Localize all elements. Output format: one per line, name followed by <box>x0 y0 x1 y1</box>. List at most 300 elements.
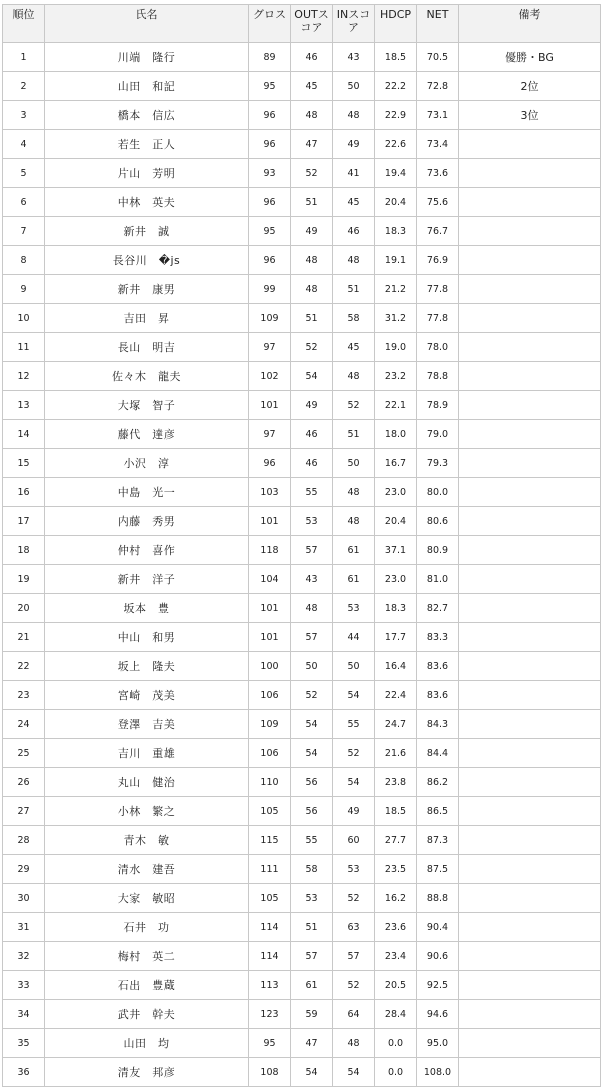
cell-hdcp: 22.6 <box>375 130 417 159</box>
cell-net: 78.0 <box>417 333 459 362</box>
cell-name: 青木 敏 <box>45 826 249 855</box>
cell-in-score: 52 <box>333 971 375 1000</box>
cell-rank: 7 <box>3 217 45 246</box>
table-row <box>3 362 601 391</box>
cell-name: 長谷川 �js <box>45 246 249 275</box>
cell-rank: 22 <box>3 652 45 681</box>
cell-name: 藤代 達彦 <box>45 420 249 449</box>
table-row <box>3 594 601 623</box>
cell-out-score: 56 <box>291 768 333 797</box>
cell-gross: 99 <box>249 275 291 304</box>
cell-notes <box>459 1058 601 1087</box>
cell-gross: 114 <box>249 942 291 971</box>
cell-gross: 97 <box>249 333 291 362</box>
table-row <box>3 420 601 449</box>
cell-gross: 106 <box>249 681 291 710</box>
table-row <box>3 681 601 710</box>
cell-rank: 28 <box>3 826 45 855</box>
cell-notes <box>459 884 601 913</box>
cell-hdcp: 22.4 <box>375 681 417 710</box>
cell-rank: 5 <box>3 159 45 188</box>
cell-gross: 96 <box>249 101 291 130</box>
results-table <box>2 4 601 1087</box>
cell-net: 73.6 <box>417 159 459 188</box>
cell-net: 92.5 <box>417 971 459 1000</box>
cell-hdcp: 19.1 <box>375 246 417 275</box>
cell-rank: 8 <box>3 246 45 275</box>
cell-net: 88.8 <box>417 884 459 913</box>
cell-name: 中林 英夫 <box>45 188 249 217</box>
cell-notes <box>459 304 601 333</box>
cell-rank: 27 <box>3 797 45 826</box>
cell-rank: 30 <box>3 884 45 913</box>
cell-net: 87.3 <box>417 826 459 855</box>
cell-hdcp: 24.7 <box>375 710 417 739</box>
cell-hdcp: 23.4 <box>375 942 417 971</box>
cell-gross: 105 <box>249 884 291 913</box>
cell-in-score: 64 <box>333 1000 375 1029</box>
cell-gross: 113 <box>249 971 291 1000</box>
cell-rank: 19 <box>3 565 45 594</box>
cell-in-score: 50 <box>333 652 375 681</box>
cell-gross: 101 <box>249 594 291 623</box>
cell-notes <box>459 275 601 304</box>
table-row <box>3 217 601 246</box>
cell-gross: 104 <box>249 565 291 594</box>
cell-rank: 36 <box>3 1058 45 1087</box>
cell-in-score: 54 <box>333 768 375 797</box>
cell-out-score: 55 <box>291 826 333 855</box>
table-row <box>3 884 601 913</box>
cell-rank: 11 <box>3 333 45 362</box>
cell-out-score: 59 <box>291 1000 333 1029</box>
cell-in-score: 46 <box>333 217 375 246</box>
cell-out-score: 43 <box>291 565 333 594</box>
table-row <box>3 333 601 362</box>
cell-in-score: 54 <box>333 681 375 710</box>
cell-rank: 14 <box>3 420 45 449</box>
cell-out-score: 54 <box>291 1058 333 1087</box>
header-notes: 備考 <box>459 5 601 43</box>
cell-net: 83.6 <box>417 652 459 681</box>
cell-net: 77.8 <box>417 304 459 333</box>
table-row <box>3 391 601 420</box>
cell-out-score: 49 <box>291 391 333 420</box>
cell-out-score: 56 <box>291 797 333 826</box>
cell-name: 武井 幹夫 <box>45 1000 249 1029</box>
cell-hdcp: 20.4 <box>375 188 417 217</box>
cell-hdcp: 21.2 <box>375 275 417 304</box>
table-row <box>3 797 601 826</box>
table-row <box>3 1000 601 1029</box>
cell-net: 81.0 <box>417 565 459 594</box>
cell-in-score: 61 <box>333 565 375 594</box>
table-row <box>3 449 601 478</box>
cell-out-score: 53 <box>291 884 333 913</box>
table-header <box>3 5 601 43</box>
cell-in-score: 54 <box>333 1058 375 1087</box>
cell-gross: 95 <box>249 72 291 101</box>
cell-name: 吉川 重雄 <box>45 739 249 768</box>
cell-rank: 20 <box>3 594 45 623</box>
cell-net: 95.0 <box>417 1029 459 1058</box>
table-row <box>3 43 601 72</box>
cell-gross: 106 <box>249 739 291 768</box>
cell-notes <box>459 594 601 623</box>
cell-hdcp: 31.2 <box>375 304 417 333</box>
cell-in-score: 43 <box>333 43 375 72</box>
cell-gross: 118 <box>249 536 291 565</box>
cell-name: 仲村 喜作 <box>45 536 249 565</box>
cell-notes <box>459 188 601 217</box>
cell-name: 中島 光一 <box>45 478 249 507</box>
cell-out-score: 52 <box>291 681 333 710</box>
cell-notes <box>459 797 601 826</box>
cell-hdcp: 17.7 <box>375 623 417 652</box>
cell-rank: 23 <box>3 681 45 710</box>
cell-name: 大塚 智子 <box>45 391 249 420</box>
cell-in-score: 48 <box>333 478 375 507</box>
cell-hdcp: 37.1 <box>375 536 417 565</box>
cell-in-score: 57 <box>333 942 375 971</box>
cell-out-score: 50 <box>291 652 333 681</box>
cell-name: 梅村 英二 <box>45 942 249 971</box>
cell-rank: 24 <box>3 710 45 739</box>
cell-name: 内藤 秀男 <box>45 507 249 536</box>
cell-out-score: 48 <box>291 594 333 623</box>
cell-hdcp: 23.5 <box>375 855 417 884</box>
header-name: 氏名 <box>45 5 249 43</box>
cell-notes: 優勝・BG <box>459 43 601 72</box>
cell-gross: 101 <box>249 391 291 420</box>
cell-gross: 105 <box>249 797 291 826</box>
cell-rank: 12 <box>3 362 45 391</box>
cell-name: 片山 芳明 <box>45 159 249 188</box>
cell-hdcp: 18.5 <box>375 43 417 72</box>
cell-rank: 10 <box>3 304 45 333</box>
cell-gross: 96 <box>249 449 291 478</box>
cell-net: 79.0 <box>417 420 459 449</box>
table-row <box>3 826 601 855</box>
cell-gross: 93 <box>249 159 291 188</box>
cell-net: 72.8 <box>417 72 459 101</box>
cell-notes <box>459 507 601 536</box>
table-row <box>3 565 601 594</box>
cell-out-score: 54 <box>291 710 333 739</box>
cell-net: 77.8 <box>417 275 459 304</box>
cell-notes <box>459 623 601 652</box>
cell-out-score: 47 <box>291 130 333 159</box>
cell-name: 長山 明吉 <box>45 333 249 362</box>
table-row <box>3 101 601 130</box>
cell-gross: 102 <box>249 362 291 391</box>
cell-out-score: 48 <box>291 101 333 130</box>
cell-gross: 110 <box>249 768 291 797</box>
cell-net: 76.7 <box>417 217 459 246</box>
header-row <box>3 5 601 43</box>
header-gross: グロス <box>249 5 291 43</box>
cell-in-score: 48 <box>333 1029 375 1058</box>
cell-net: 86.5 <box>417 797 459 826</box>
cell-in-score: 53 <box>333 594 375 623</box>
cell-notes <box>459 710 601 739</box>
cell-hdcp: 23.0 <box>375 565 417 594</box>
cell-notes <box>459 1000 601 1029</box>
cell-in-score: 48 <box>333 362 375 391</box>
table-row <box>3 652 601 681</box>
cell-out-score: 48 <box>291 275 333 304</box>
cell-net: 79.3 <box>417 449 459 478</box>
cell-name: 新井 康男 <box>45 275 249 304</box>
cell-hdcp: 0.0 <box>375 1029 417 1058</box>
cell-notes <box>459 913 601 942</box>
cell-gross: 123 <box>249 1000 291 1029</box>
cell-out-score: 57 <box>291 623 333 652</box>
cell-hdcp: 18.0 <box>375 420 417 449</box>
cell-rank: 33 <box>3 971 45 1000</box>
cell-gross: 97 <box>249 420 291 449</box>
cell-name: 清水 建吾 <box>45 855 249 884</box>
cell-rank: 1 <box>3 43 45 72</box>
cell-hdcp: 19.0 <box>375 333 417 362</box>
cell-name: 若生 正人 <box>45 130 249 159</box>
cell-name: 丸山 健治 <box>45 768 249 797</box>
cell-hdcp: 16.2 <box>375 884 417 913</box>
cell-out-score: 54 <box>291 362 333 391</box>
cell-gross: 101 <box>249 507 291 536</box>
cell-rank: 6 <box>3 188 45 217</box>
cell-hdcp: 16.7 <box>375 449 417 478</box>
cell-rank: 18 <box>3 536 45 565</box>
header-rank: 順位 <box>3 5 45 43</box>
cell-net: 86.2 <box>417 768 459 797</box>
cell-rank: 21 <box>3 623 45 652</box>
cell-net: 78.8 <box>417 362 459 391</box>
cell-out-score: 54 <box>291 739 333 768</box>
cell-name: 山田 均 <box>45 1029 249 1058</box>
cell-net: 87.5 <box>417 855 459 884</box>
cell-in-score: 41 <box>333 159 375 188</box>
cell-in-score: 48 <box>333 101 375 130</box>
cell-in-score: 50 <box>333 449 375 478</box>
cell-out-score: 46 <box>291 420 333 449</box>
cell-in-score: 45 <box>333 188 375 217</box>
cell-hdcp: 20.5 <box>375 971 417 1000</box>
table-row <box>3 1029 601 1058</box>
cell-gross: 100 <box>249 652 291 681</box>
cell-in-score: 48 <box>333 246 375 275</box>
cell-rank: 17 <box>3 507 45 536</box>
cell-in-score: 58 <box>333 304 375 333</box>
cell-rank: 32 <box>3 942 45 971</box>
cell-name: 小林 繁之 <box>45 797 249 826</box>
cell-in-score: 50 <box>333 72 375 101</box>
cell-net: 73.1 <box>417 101 459 130</box>
cell-rank: 15 <box>3 449 45 478</box>
cell-out-score: 46 <box>291 449 333 478</box>
cell-name: 新井 誠 <box>45 217 249 246</box>
cell-hdcp: 20.4 <box>375 507 417 536</box>
table-body <box>3 43 601 1087</box>
cell-notes: 3位 <box>459 101 601 130</box>
cell-hdcp: 22.1 <box>375 391 417 420</box>
cell-gross: 103 <box>249 478 291 507</box>
cell-net: 94.6 <box>417 1000 459 1029</box>
table-row <box>3 275 601 304</box>
cell-notes <box>459 681 601 710</box>
cell-hdcp: 22.2 <box>375 72 417 101</box>
cell-gross: 109 <box>249 710 291 739</box>
cell-notes <box>459 1029 601 1058</box>
table-row <box>3 130 601 159</box>
cell-name: 清友 邦彦 <box>45 1058 249 1087</box>
cell-name: 坂本 豊 <box>45 594 249 623</box>
cell-out-score: 49 <box>291 217 333 246</box>
cell-in-score: 55 <box>333 710 375 739</box>
cell-name: 佐々木 龍夫 <box>45 362 249 391</box>
cell-out-score: 55 <box>291 478 333 507</box>
cell-net: 78.9 <box>417 391 459 420</box>
cell-notes <box>459 478 601 507</box>
cell-in-score: 49 <box>333 797 375 826</box>
table-row <box>3 710 601 739</box>
cell-out-score: 52 <box>291 159 333 188</box>
table-row <box>3 623 601 652</box>
cell-net: 73.4 <box>417 130 459 159</box>
table-row <box>3 188 601 217</box>
cell-notes <box>459 971 601 1000</box>
cell-hdcp: 23.0 <box>375 478 417 507</box>
cell-gross: 109 <box>249 304 291 333</box>
cell-hdcp: 16.4 <box>375 652 417 681</box>
cell-net: 108.0 <box>417 1058 459 1087</box>
header-net: NET <box>417 5 459 43</box>
cell-name: 新井 洋子 <box>45 565 249 594</box>
cell-name: 中山 和男 <box>45 623 249 652</box>
cell-hdcp: 18.5 <box>375 797 417 826</box>
table-row <box>3 304 601 333</box>
cell-notes <box>459 246 601 275</box>
cell-gross: 96 <box>249 130 291 159</box>
cell-notes <box>459 159 601 188</box>
cell-net: 84.4 <box>417 739 459 768</box>
cell-in-score: 51 <box>333 275 375 304</box>
cell-gross: 96 <box>249 188 291 217</box>
cell-name: 川端 隆行 <box>45 43 249 72</box>
cell-in-score: 51 <box>333 420 375 449</box>
cell-net: 80.6 <box>417 507 459 536</box>
cell-out-score: 52 <box>291 333 333 362</box>
cell-notes <box>459 449 601 478</box>
cell-gross: 114 <box>249 913 291 942</box>
cell-rank: 25 <box>3 739 45 768</box>
cell-in-score: 63 <box>333 913 375 942</box>
cell-gross: 115 <box>249 826 291 855</box>
cell-rank: 35 <box>3 1029 45 1058</box>
cell-name: 山田 和記 <box>45 72 249 101</box>
cell-rank: 29 <box>3 855 45 884</box>
cell-net: 75.6 <box>417 188 459 217</box>
cell-name: 吉田 昇 <box>45 304 249 333</box>
cell-name: 坂上 隆夫 <box>45 652 249 681</box>
table-row <box>3 942 601 971</box>
cell-in-score: 52 <box>333 739 375 768</box>
cell-in-score: 49 <box>333 130 375 159</box>
cell-net: 90.6 <box>417 942 459 971</box>
table-row <box>3 246 601 275</box>
cell-out-score: 51 <box>291 304 333 333</box>
cell-gross: 89 <box>249 43 291 72</box>
cell-hdcp: 23.6 <box>375 913 417 942</box>
cell-in-score: 48 <box>333 507 375 536</box>
cell-in-score: 44 <box>333 623 375 652</box>
cell-hdcp: 28.4 <box>375 1000 417 1029</box>
cell-notes <box>459 942 601 971</box>
cell-rank: 4 <box>3 130 45 159</box>
cell-in-score: 52 <box>333 884 375 913</box>
cell-rank: 13 <box>3 391 45 420</box>
cell-notes <box>459 362 601 391</box>
cell-out-score: 58 <box>291 855 333 884</box>
cell-net: 84.3 <box>417 710 459 739</box>
table-row <box>3 971 601 1000</box>
cell-name: 登澤 吉美 <box>45 710 249 739</box>
cell-notes <box>459 391 601 420</box>
table-row <box>3 739 601 768</box>
cell-net: 70.5 <box>417 43 459 72</box>
table-row <box>3 913 601 942</box>
cell-net: 90.4 <box>417 913 459 942</box>
cell-gross: 96 <box>249 246 291 275</box>
cell-gross: 101 <box>249 623 291 652</box>
cell-in-score: 52 <box>333 391 375 420</box>
cell-out-score: 57 <box>291 942 333 971</box>
cell-gross: 95 <box>249 217 291 246</box>
cell-in-score: 53 <box>333 855 375 884</box>
cell-out-score: 45 <box>291 72 333 101</box>
cell-name: 橋本 信広 <box>45 101 249 130</box>
cell-hdcp: 23.8 <box>375 768 417 797</box>
cell-hdcp: 21.6 <box>375 739 417 768</box>
cell-out-score: 51 <box>291 188 333 217</box>
cell-notes <box>459 768 601 797</box>
cell-notes <box>459 826 601 855</box>
cell-name: 石井 功 <box>45 913 249 942</box>
cell-hdcp: 23.2 <box>375 362 417 391</box>
cell-notes <box>459 217 601 246</box>
cell-rank: 16 <box>3 478 45 507</box>
cell-out-score: 53 <box>291 507 333 536</box>
cell-notes <box>459 565 601 594</box>
cell-notes <box>459 333 601 362</box>
cell-out-score: 46 <box>291 43 333 72</box>
cell-rank: 3 <box>3 101 45 130</box>
cell-name: 宮崎 茂美 <box>45 681 249 710</box>
cell-in-score: 61 <box>333 536 375 565</box>
cell-hdcp: 18.3 <box>375 217 417 246</box>
table-row <box>3 159 601 188</box>
header-hdcp: HDCP <box>375 5 417 43</box>
cell-hdcp: 18.3 <box>375 594 417 623</box>
cell-net: 80.0 <box>417 478 459 507</box>
cell-notes: 2位 <box>459 72 601 101</box>
cell-gross: 108 <box>249 1058 291 1087</box>
cell-name: 石出 豊蔵 <box>45 971 249 1000</box>
cell-in-score: 45 <box>333 333 375 362</box>
cell-name: 小沢 淳 <box>45 449 249 478</box>
cell-net: 83.3 <box>417 623 459 652</box>
table-row <box>3 536 601 565</box>
